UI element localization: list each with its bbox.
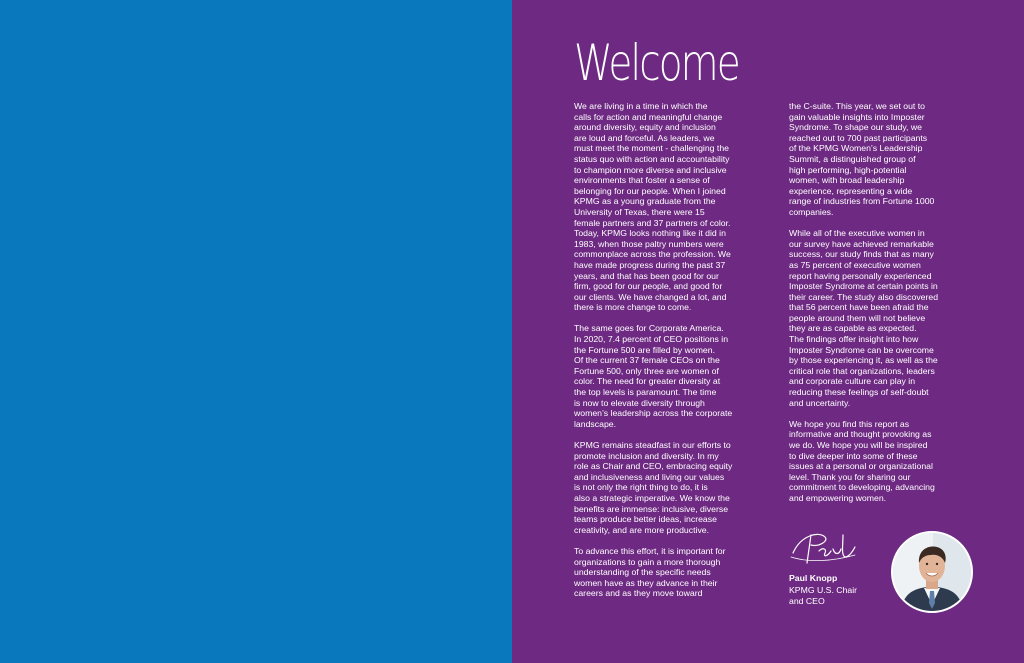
text-line: and uncertainty. [789, 397, 851, 408]
text-line: must meet the moment - challenging the [574, 143, 730, 154]
left-column-paragraph [574, 101, 774, 313]
text-line: and empowering women. [789, 492, 887, 503]
text-line: We are living in a time in which the [574, 101, 708, 111]
text-line: that 56 percent have been afraid the [789, 302, 929, 313]
text-line: experience, representing a wide [789, 185, 913, 196]
text-line: the C-suite. This year, we set out to [789, 101, 926, 111]
page-title: Welcome [574, 34, 739, 92]
text-line: The findings offer insight into how [789, 334, 919, 345]
text-line: our clients. We have changed a lot, and [574, 291, 727, 302]
right-column-paragraph [789, 228, 989, 408]
text-line: the top levels is paramount. The time [574, 387, 717, 398]
text-line: female partners and 37 partners of color. [574, 217, 731, 228]
right-column-paragraph [789, 419, 989, 504]
portrait-photo [891, 531, 973, 613]
left-column-paragraph [574, 440, 774, 535]
text-line: environments that foster a sense of [574, 175, 710, 186]
text-line: are loud and forceful. As leaders, we [574, 132, 715, 143]
text-line: companies. [789, 206, 834, 217]
text-line: issues at a personal or organizational [789, 461, 933, 472]
text-line: Summit, a distinguished group of [789, 153, 916, 164]
text-line: they are as capable as expected. [789, 323, 917, 334]
text-line: University of Texas, there were 15 [574, 206, 705, 217]
text-line: as 75 percent of executive women [789, 259, 921, 270]
text-line: high performing, high-potential [789, 164, 907, 175]
text-line: Imposter Syndrome can be overcome [789, 344, 934, 355]
text-line: have made progress during the past 37 [574, 259, 726, 270]
text-line: critical role that organizations, leaders [789, 365, 935, 376]
text-line: Syndrome. To shape our study, we [789, 122, 922, 133]
text-line: commitment to developing, advancing [789, 482, 935, 493]
text-line: We hope you find this report as [789, 418, 910, 429]
text-line: promote inclusion and diversity. In my [574, 450, 719, 461]
text-line: reducing these feelings of self-doubt [789, 387, 929, 398]
left-column-paragraph [574, 546, 774, 599]
text-line: years, and that has been good for our [574, 270, 719, 281]
text-line: commonplace across the profession. We [574, 249, 731, 260]
text-line: belonging for our people. When I joined [574, 185, 726, 196]
text-line: to dive deeper into some of these [789, 450, 918, 461]
text-line: organizations to gain a more thorough [574, 556, 721, 567]
right-column-paragraph [789, 101, 989, 218]
text-line: also a strategic imperative. We know the [574, 492, 730, 503]
signer-role-line1: KPMG U.S. Chair [789, 584, 858, 595]
text-line: 1983, when those paltry numbers were [574, 238, 724, 249]
text-line: KPMG as a young graduate from the [574, 196, 716, 207]
text-line: While all of the executive women in [789, 228, 925, 239]
text-line: by those experiencing it, as well as the [789, 355, 938, 366]
text-line: KPMG remains steadfast in our efforts to [574, 440, 731, 450]
text-line: report having personally experienced [789, 270, 932, 281]
signature-icon [789, 527, 859, 567]
left-column-paragraph [574, 323, 774, 429]
text-line: to champion more diverse and inclusive [574, 164, 727, 175]
text-line: The same goes for Corporate America. [574, 323, 724, 334]
text-line: Today, KPMG looks nothing like it did in [574, 228, 726, 239]
text-line: To advance this effort, it is important for [574, 545, 726, 556]
text-line: women’s leadership across the corporate [574, 408, 733, 419]
text-line: firm, good for our people, and good for [574, 281, 723, 292]
signer-name: Paul Knopp [789, 573, 838, 583]
text-line: women have as they advance in their [574, 577, 718, 588]
text-line: role as Chair and CEO, embracing equity [574, 461, 733, 472]
text-line: Imposter Syndrome at certain points in [789, 281, 938, 292]
text-line: women, with broad leadership [789, 175, 905, 186]
text-line: of the KPMG Women’s Leadership [789, 143, 923, 154]
right-purple-panel [512, 0, 1024, 663]
text-line: level. Thank you for sharing our [789, 471, 911, 482]
text-line: there is more change to come. [574, 302, 692, 313]
text-line: we do. We hope you will be inspired [789, 440, 928, 450]
text-line: our survey have achieved remarkable [789, 238, 934, 249]
text-line: around diversity, equity and inclusion [574, 122, 716, 133]
text-line: and inclusiveness and living our values [574, 471, 725, 482]
signer-block [789, 573, 899, 606]
person-portrait-icon [893, 533, 971, 611]
text-line: success, our study finds that as many [789, 249, 934, 260]
text-line: range of industries from Fortune 1000 [789, 196, 935, 207]
text-line: their career. The study also discovered [789, 291, 939, 302]
text-line: In 2020, 7.4 percent of CEO positions in [574, 334, 729, 345]
text-line: and corporate culture can play in [789, 376, 916, 387]
text-line: gain valuable insights into Imposter [789, 111, 925, 122]
left-text-column [574, 101, 774, 610]
signer-role-line2: and CEO [789, 595, 825, 606]
text-line: status quo with action and accountability [574, 153, 730, 164]
text-line: teams produce better ideas, increase [574, 514, 717, 525]
text-line: Of the current 37 female CEOs on the [574, 355, 720, 366]
text-line: understanding of the specific needs [574, 567, 711, 578]
text-line: the Fortune 500 are filled by women. [574, 344, 716, 355]
text-line: is not only the right thing to do, it is [574, 482, 708, 493]
text-line: landscape. [574, 418, 617, 429]
text-line: creativity, and are more productive. [574, 524, 710, 535]
text-line: is now to elevate diversity through [574, 397, 705, 408]
text-line: careers and as they move toward [574, 588, 703, 599]
text-line: reached out to 700 past participants [789, 132, 928, 143]
text-line: people around them will not believe [789, 312, 926, 323]
text-line: calls for action and meaningful change [574, 111, 723, 122]
text-line: benefits are immense: inclusive, diverse [574, 503, 729, 514]
text-line: Fortune 500, only three are women of [574, 365, 719, 376]
right-text-column [789, 101, 989, 514]
text-line: informative and thought provoking as [789, 429, 932, 440]
text-line: color. The need for greater diversity at [574, 376, 721, 387]
